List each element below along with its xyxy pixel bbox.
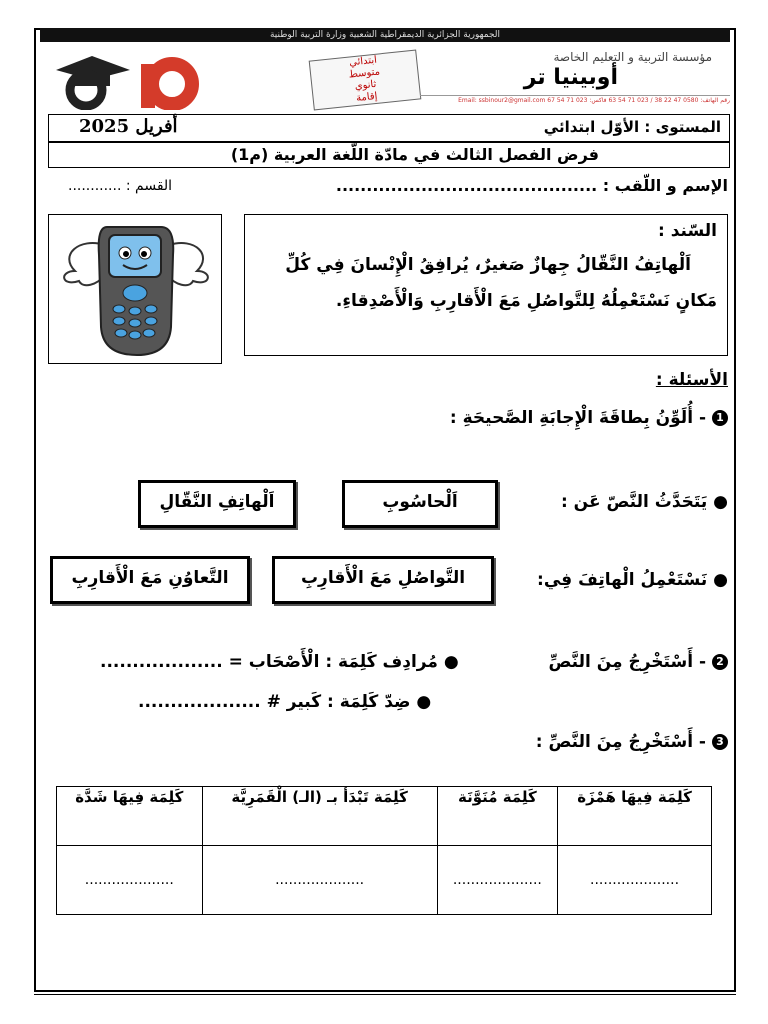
contact-line: رقم الهاتف: 0580 47 22 38 / 023 71 54 63 فاكس: 023 71 54 67 Email: ssbinour2@gmail.com — [420, 95, 730, 106]
question-2: 2- أَسْتَخْرِجُ مِنَ النَّصِّ — [548, 652, 728, 672]
answer-card-computer[interactable]: اَلْحاسُوبِ — [342, 480, 498, 528]
answer-card-cooperation[interactable]: التَّعاوُنِ مَعَ الْأَقارِبِ — [50, 556, 250, 604]
phone-illustration-frame — [48, 214, 222, 364]
question-3: 3- أَسْتَخْرِجُ مِنَ النَّصِّ : — [536, 732, 728, 752]
answer-card-mobile-phone[interactable]: اَلْهاتِفِ النَّقّالِ — [138, 480, 296, 528]
class-field[interactable]: القسم : ............ — [68, 178, 173, 194]
bottom-rule — [34, 994, 736, 995]
q1-row1-label: ● يَتَحَدَّثُ النَّصّ عَن : — [560, 492, 728, 512]
answer-card-communication[interactable]: التَّواصُلِ مَعَ الْأَقارِبِ — [272, 556, 494, 604]
student-name-field[interactable]: الإسم و اللّقب : ........................................... — [335, 176, 728, 195]
passage-label: السّند : — [658, 221, 717, 241]
passage-box — [244, 214, 728, 356]
level-label: المستوى : الأوّل ابتدائي — [543, 118, 721, 136]
q2-synonym[interactable]: ● مُرادِف كَلِمَة : الْأَصْحَاب = ................... — [100, 652, 459, 672]
header-row-title — [48, 142, 730, 168]
question-number-badge: 2 — [712, 654, 728, 670]
question-number-badge: 1 — [712, 410, 728, 426]
question-1: 1- أُلَوِّنُ بِطاقَةَ الْإِجابَةِ الصَّحيحَةِ : — [450, 408, 728, 428]
q1-row2-label: ● نَسْتَعْمِلُ الْهاتِفَ فِي: — [537, 570, 728, 590]
passage-text: اَلْهاتِفُ النَّقّالُ جِهازٌ صَغيرٌ، يُرافِقُ الْإِنْسانَ فِي كُلِّ مَكانٍ نَسْتَعْمِلُهُ لِلتَّواصُلِ مَعَ الْأَقارِبِ وَالْأَصْدِقاءِ. — [285, 255, 717, 311]
header-row-level — [48, 114, 730, 142]
school-levels-stamp: ابتدائي متوسط ثانوي إقامة — [309, 49, 422, 110]
answer-blank[interactable]: .................... — [57, 846, 203, 915]
questions-heading: الأسئلة : — [655, 370, 728, 390]
table-header: كَلِمَة مُنَوَّنَة — [437, 787, 557, 846]
table-header: كَلِمَة فِيهَا شَدَّة — [57, 787, 203, 846]
school-logo — [52, 50, 234, 110]
school-name: مؤسسة التربية و التعليم الخاصة — [553, 50, 712, 64]
brand-name: أوبينيا تر — [523, 65, 618, 90]
question-number-badge: 3 — [712, 734, 728, 750]
table-header: كَلِمَة فِيهَا هَمْزَة — [558, 787, 712, 846]
table-header: كَلِمَة تَبْدَأ بـ (الـ) الْقَمَرِيَّة — [202, 787, 437, 846]
ministry-band: الجمهورية الجزائرية الديمقراطية الشعبية وزارة التربية الوطنية — [40, 28, 730, 42]
exam-title: فرض الفصل الثالث في مادّة اللّغة العربية (م1) — [230, 145, 599, 164]
answer-blank[interactable]: .................... — [558, 846, 712, 915]
q2-antonym[interactable]: ● ضِدّ كَلِمَة : كَبير # ................... — [138, 692, 432, 712]
table-answer-row — [57, 846, 712, 915]
phone-character-icon — [49, 215, 221, 363]
answer-blank[interactable]: .................... — [437, 846, 557, 915]
table-header-row — [57, 787, 712, 846]
extraction-table — [56, 786, 712, 915]
exam-date: أفريل 2025 — [79, 116, 178, 137]
answer-blank[interactable]: .................... — [202, 846, 437, 915]
